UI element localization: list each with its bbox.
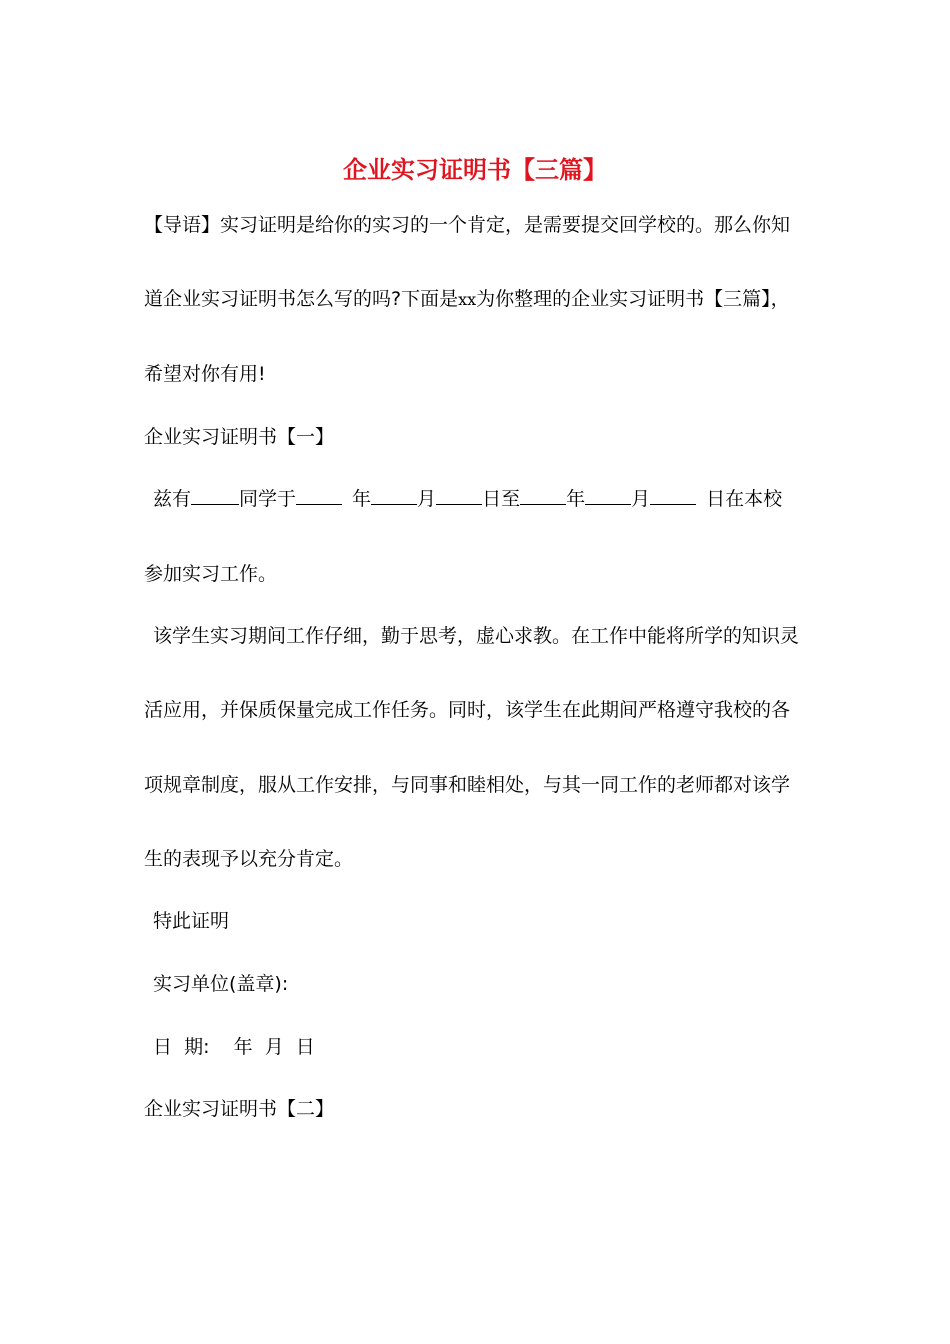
- placeholder-xx: xx: [458, 290, 477, 309]
- body-line-3: 项规章制度，服从工作安排，与同事和睦相处，与其一同工作的老师都对该学: [144, 774, 791, 796]
- blank-field-end-month: [585, 486, 631, 505]
- unit-seal-line: 实习单位(盖章):: [153, 973, 289, 995]
- blank-field-name: [191, 486, 239, 505]
- form-word: 年: [352, 488, 372, 510]
- form-word: 月: [631, 488, 651, 510]
- blank-field-end-day: [650, 486, 696, 505]
- intro-line-1: 【导语】实习证明是给你的实习的一个肯定，是需要提交回学校的。那么你知: [144, 214, 791, 236]
- body-line-4: 生的表现予以充分肯定。: [144, 848, 354, 870]
- intro-line-2b: 为你整理的企业实习证明书【三篇】，: [476, 288, 790, 310]
- intro-line-2: [144, 286, 790, 313]
- body-line-1: 该学生实习期间工作仔细，勤于思考，虚心求教。在工作中能将所学的知识灵: [153, 625, 800, 647]
- section-heading-1: 企业实习证明书【一】: [144, 426, 335, 448]
- form-word: 同学于: [239, 488, 297, 510]
- intro-line-2a: 道企业实习证明书怎么写的吗?下面是: [144, 288, 459, 310]
- certification-line: 特此证明: [153, 910, 230, 932]
- form-word: 日在本校: [706, 488, 783, 510]
- intro-line-3: 希望对你有用!: [144, 363, 266, 385]
- date-line: 日 期: 年 月 日: [153, 1036, 315, 1058]
- blank-field-end-year: [520, 486, 566, 505]
- blank-field-start-day: [436, 486, 482, 505]
- body-line-2: 活应用，并保质保量完成工作任务。同时，该学生在此期间严格遵守我校的各: [144, 699, 791, 721]
- form-continuation: 参加实习工作。: [144, 563, 278, 585]
- section-heading-2: 企业实习证明书【二】: [144, 1098, 335, 1120]
- form-word: 兹有: [153, 488, 192, 510]
- form-word: 日至: [482, 488, 521, 510]
- blank-field-start-year: [296, 486, 342, 505]
- document-title: 企业实习证明书【三篇】: [343, 155, 607, 184]
- form-word: 月: [417, 488, 437, 510]
- form-word: 年: [566, 488, 586, 510]
- form-line: [153, 486, 782, 512]
- blank-field-start-month: [371, 486, 417, 505]
